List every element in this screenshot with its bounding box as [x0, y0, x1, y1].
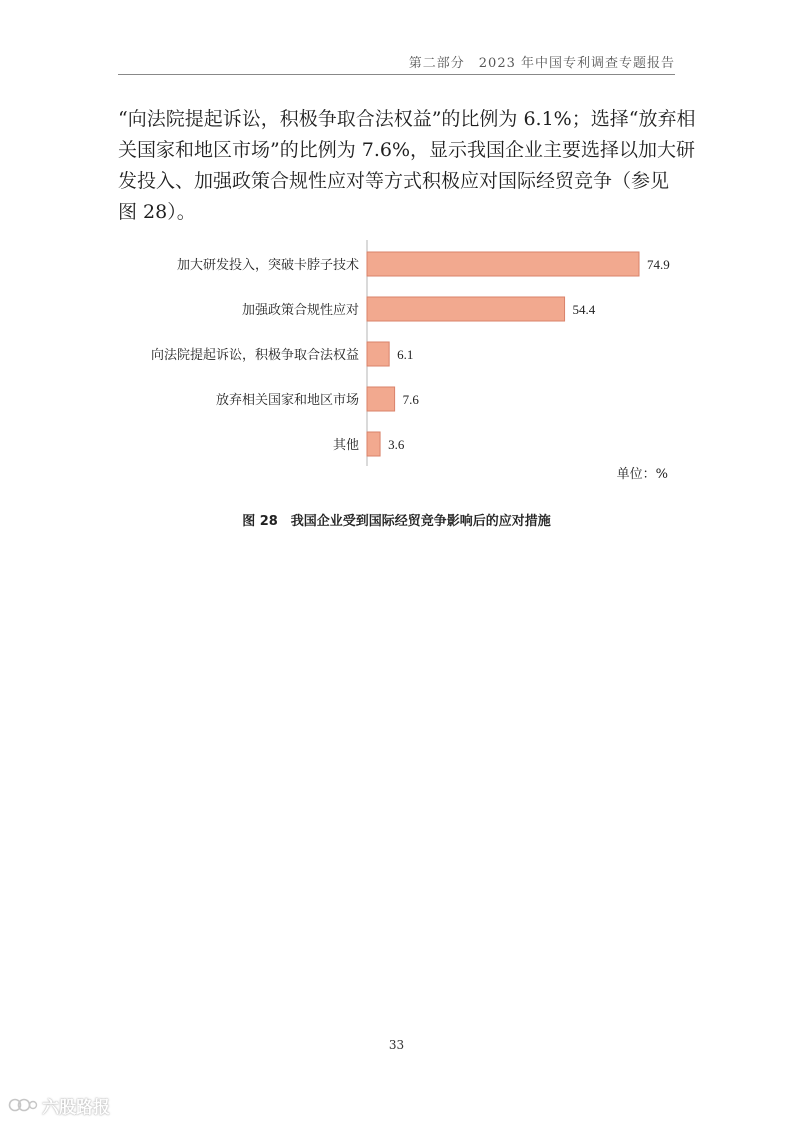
- watermark-logo-icon: [8, 1095, 38, 1115]
- unit-label: 单位：%: [616, 467, 668, 482]
- bar-chart-svg: [0, 236, 793, 486]
- body-paragraph: [118, 104, 696, 228]
- header-rule: [118, 74, 675, 75]
- category-label-1: 加强政策合规性应对: [241, 303, 359, 318]
- bar-2: [367, 342, 389, 366]
- page-number: 33: [388, 1038, 405, 1052]
- body-line-4: 图 28）。: [118, 201, 196, 223]
- category-label-3: 放弃相关国家和地区市场: [215, 393, 359, 408]
- bar-4: [367, 432, 380, 456]
- category-label-4: 其他: [332, 438, 359, 453]
- watermark: [8, 1094, 110, 1116]
- bar-0: [367, 252, 639, 276]
- category-label-2: 向法院提起诉讼，积极争取合法权益: [150, 348, 359, 363]
- body-line-1: “向法院提起诉讼，积极争取合法权益”的比例为 6.1%；选择“放弃相: [118, 108, 696, 130]
- value-label-0: 74.9: [647, 257, 670, 272]
- value-label-4: 3.6: [388, 437, 405, 452]
- bar-1: [367, 297, 565, 321]
- running-header: 第二部分 2023 年中国专利调查专题报告: [408, 56, 675, 71]
- body-line-2: 关国家和地区市场”的比例为 7.6%，显示我国企业主要选择以加大研: [118, 139, 696, 161]
- bar-3: [367, 387, 395, 411]
- figure-caption: 图 28 我国企业受到国际经贸竞争影响后的应对措施: [242, 514, 551, 529]
- watermark-text: 六股路报: [42, 1097, 110, 1118]
- value-label-1: 54.4: [572, 302, 596, 317]
- value-label-2: 6.1: [397, 347, 414, 362]
- value-label-3: 7.6: [402, 392, 419, 407]
- body-line-3: 发投入、加强政策合规性应对等方式积极应对国际经贸竞争（参见: [118, 170, 670, 192]
- category-label-0: 加大研发投入，突破卡脖子技术: [176, 258, 359, 273]
- response-measures-bar-chart: [0, 236, 793, 486]
